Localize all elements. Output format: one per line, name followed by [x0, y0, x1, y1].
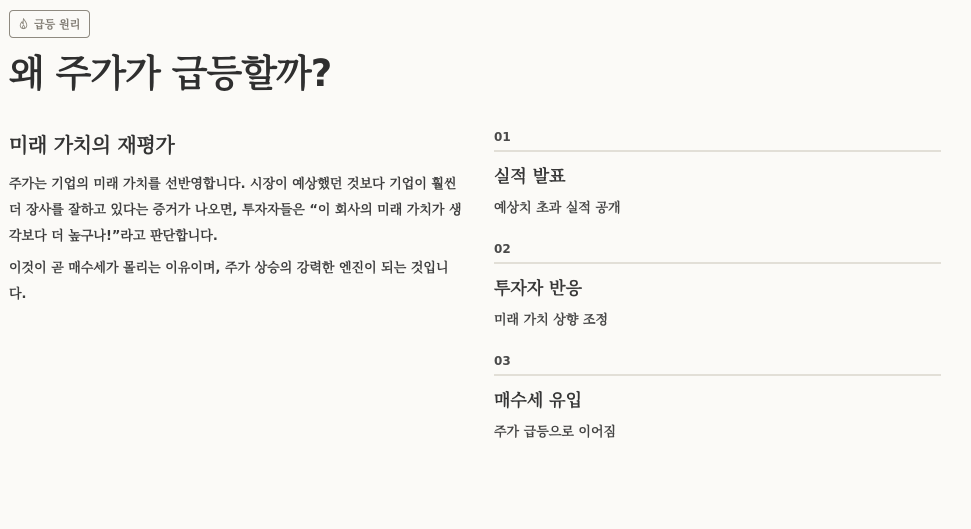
category-badge — [9, 10, 90, 38]
content-columns — [9, 132, 941, 442]
section-heading: 미래 가치의 재평가 — [9, 133, 175, 157]
page-title: 왜 주가가 급등할까? — [9, 52, 332, 95]
badge-label: 급등 원리 — [34, 18, 81, 31]
step-description: 예상치 초과 실적 공개 — [494, 201, 621, 216]
step-title: 투자자 반응 — [494, 279, 583, 299]
paragraph: 이것이 곧 매수세가 몰리는 이유이며, 주가 상승의 강력한 엔진이 되는 것입니다. — [9, 261, 449, 302]
paragraph: 주가는 기업의 미래 가치를 선반영합니다. 시장이 예상했던 것보다 기업이 훨씬 더 장사를 잘하고 있다는 증거가 나오면, 투자자들은 “이 회사의 미래 가치가 생각보다 더 높구나!”라고 판단합니다. — [9, 177, 462, 244]
step-item — [494, 354, 941, 442]
flame-icon — [19, 18, 28, 30]
step-number: 01 — [494, 130, 941, 152]
step-description: 미래 가치 상향 조정 — [494, 313, 609, 328]
step-title: 매수세 유입 — [494, 391, 583, 411]
step-description: 주가 급등으로 이어짐 — [494, 425, 617, 440]
step-item — [494, 242, 941, 330]
step-number: 02 — [494, 242, 941, 264]
step-title: 실적 발표 — [494, 167, 566, 187]
explanation-section — [9, 132, 494, 442]
step-number: 03 — [494, 354, 941, 376]
steps-list — [494, 130, 941, 442]
step-item — [494, 130, 941, 218]
